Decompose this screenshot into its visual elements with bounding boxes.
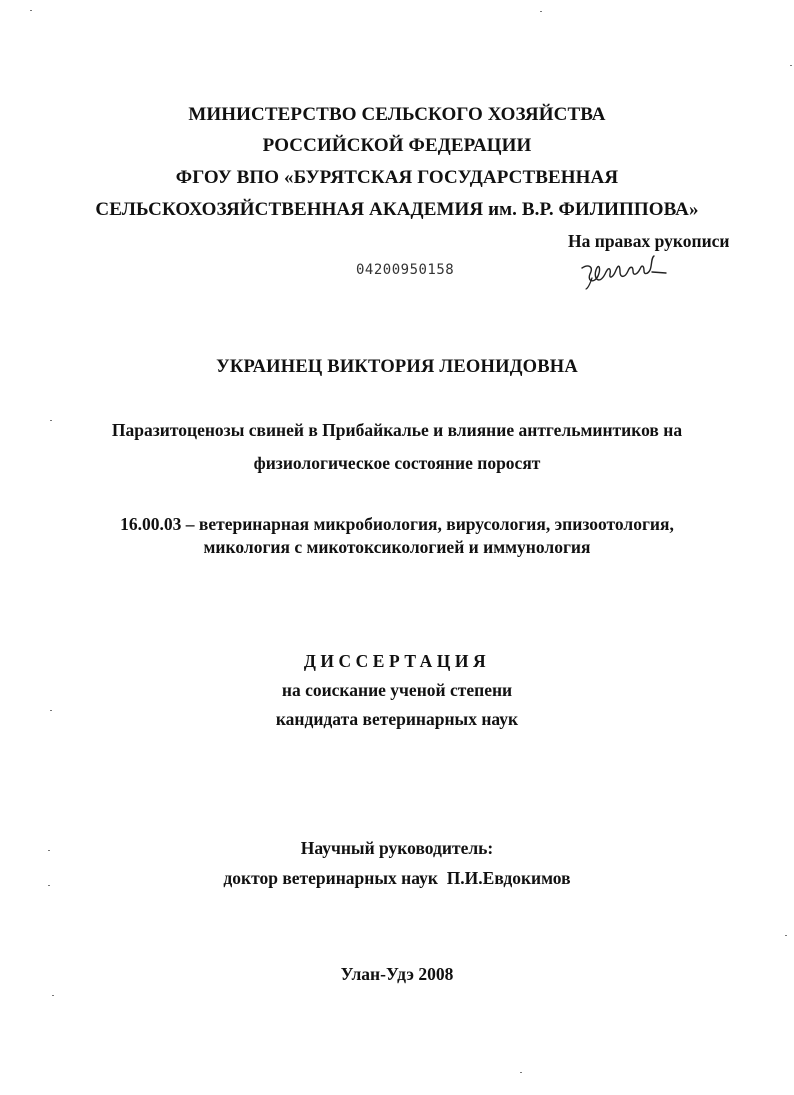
- document-number: 04200950158: [356, 262, 455, 278]
- manuscript-rights-note: На правах рукописи: [568, 231, 730, 251]
- city-year: Улан-Удэ 2008: [340, 964, 454, 984]
- dissertation-title-line-1: Паразитоценозы свиней в Прибайкалье и влияние антгельминтиков на: [111, 420, 683, 440]
- scan-speck: [30, 10, 32, 11]
- dissertation-label: ДИССЕРТАЦИЯ: [303, 651, 491, 671]
- academy-line-1: ФГОУ ВПО «БУРЯТСКАЯ ГОСУДАРСТВЕННАЯ: [175, 167, 619, 188]
- degree-line-2: кандидата ветеринарных наук: [275, 709, 519, 729]
- author-name: УКРАИНЕЦ ВИКТОРИЯ ЛЕОНИДОВНА: [216, 357, 578, 377]
- supervisor-name: доктор ветеринарных наук П.И.Евдокимов: [223, 868, 571, 888]
- scan-speck: [790, 65, 792, 66]
- scan-speck: [50, 710, 52, 711]
- scan-speck: [785, 935, 787, 936]
- scan-speck: [50, 420, 52, 421]
- specialty-line-2: микология с микотоксикологией и иммунология: [203, 537, 591, 557]
- scan-speck: [48, 885, 50, 886]
- supervisor-label: Научный руководитель:: [300, 838, 494, 858]
- handwritten-signature-icon: [578, 248, 678, 290]
- degree-line-1: на соискание ученой степени: [281, 680, 513, 700]
- scan-speck: [52, 995, 54, 996]
- scan-speck: [520, 1072, 522, 1073]
- scan-speck: [540, 11, 542, 12]
- dissertation-title-line-2: физиологическое состояние поросят: [253, 453, 541, 473]
- ministry-line-2: РОССИЙСКОЙ ФЕДЕРАЦИИ: [262, 135, 532, 156]
- ministry-line-1: МИНИСТЕРСТВО СЕЛЬСКОГО ХОЗЯЙСТВА: [188, 104, 606, 125]
- scan-speck: [48, 850, 50, 851]
- academy-line-2: СЕЛЬСКОХОЗЯЙСТВЕННАЯ АКАДЕМИЯ им. В.Р. ФИЛИППОВА»: [95, 199, 699, 220]
- specialty-line-1: 16.00.03 – ветеринарная микробиология, вирусология, эпизоотология,: [120, 514, 674, 534]
